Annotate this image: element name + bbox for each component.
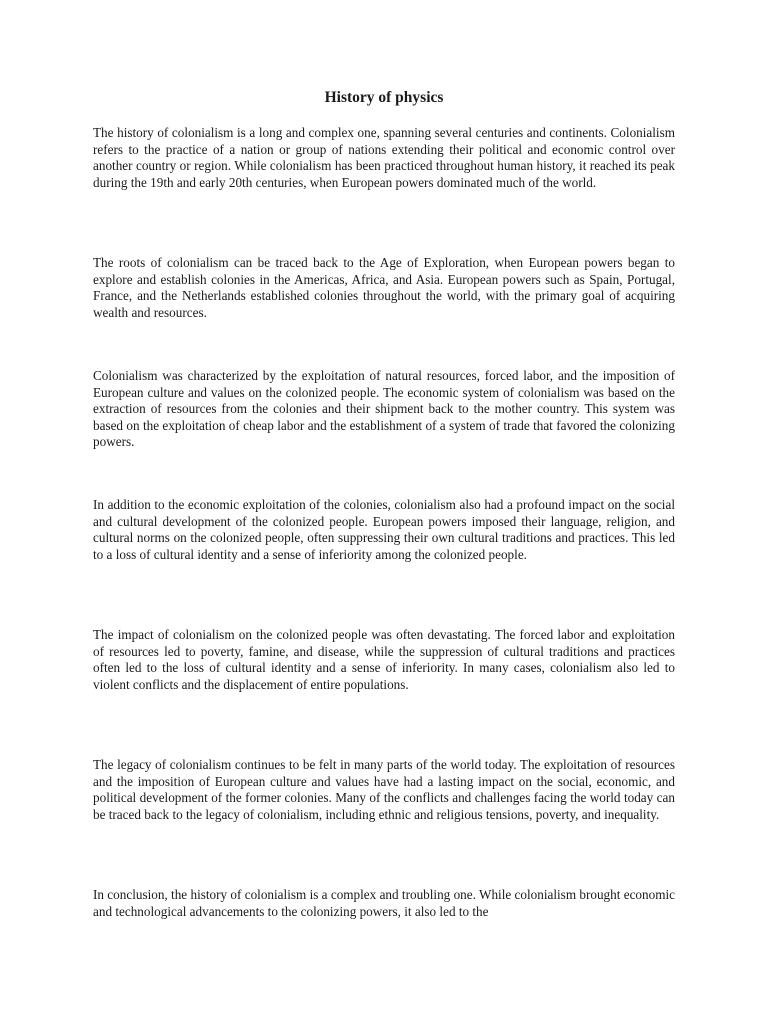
paragraph-6: The legacy of colonialism continues to be felt in many parts of the world today. The exploitation of resources and the imposition of European culture and values have had a lasting impact on the social, economic, and political development of the former colonies. Many of the conflicts and challenges facing the world today can be traced back to the legacy of colonialism, including ethnic and religious tensions, poverty, and inequality. [93,757,675,822]
paragraph-4: In addition to the economic exploitation of the colonies, colonialism also had a profound impact on the social and cultural development of the colonized people. European powers imposed their language, religion, and cultural norms on the colonized people, often suppressing their own cultural traditions and practices. This led to a loss of cultural identity and a sense of inferiority among the colonized people. [93,497,675,562]
paragraph-5: The impact of colonialism on the colonized people was often devastating. The forced labor and exploitation of resources led to poverty, famine, and disease, while the suppression of cultural traditions and practices often led to the loss of cultural identity and a sense of inferiority. In many cases, colonialism also led to violent conflicts and the displacement of entire populations. [93,627,675,692]
document-title: History of physics [324,89,444,106]
paragraph-3: Colonialism was characterized by the exploitation of natural resources, forced labor, and the imposition of European culture and values on the colonized people. The economic system of colonialism was based on the extraction of resources from the colonies and their shipment back to the mother country. This system was based on the exploitation of cheap labor and the establishment of a system of trade that favored the colonizing powers. [93,368,675,450]
paragraph-1: The history of colonialism is a long and complex one, spanning several centuries and continents. Colonialism refers to the practice of a nation or group of nations extending their political and economic control over another country or region. While colonialism has been practiced throughout human history, it reached its peak during the 19th and early 20th centuries, when European powers dominated much of the world. [93,125,675,190]
paragraph-2: The roots of colonialism can be traced back to the Age of Exploration, when European powers began to explore and establish colonies in the Americas, Africa, and Asia. European powers such as Spain, Portugal, France, and the Netherlands established colonies throughout the world, with the primary goal of acquiring wealth and resources. [93,255,675,320]
paragraph-7: In conclusion, the history of colonialism is a complex and troubling one. While colonialism brought economic and technological advancements to the colonizing powers, it also led to the [93,887,675,919]
